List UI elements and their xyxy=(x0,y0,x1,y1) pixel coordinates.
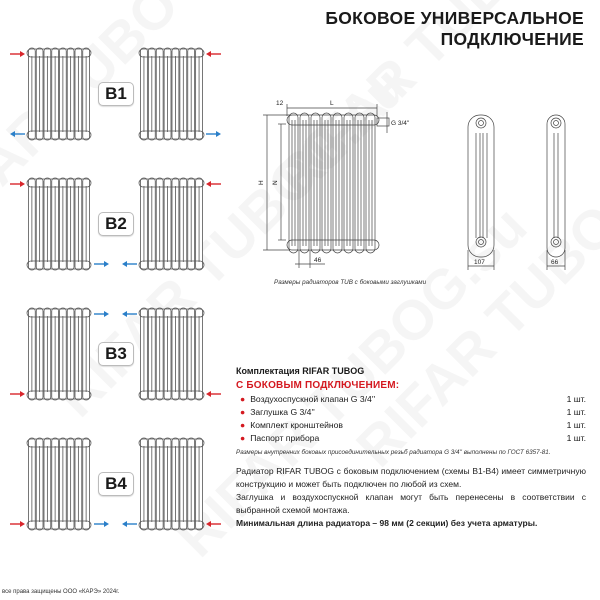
kit-item-qty: 1 шт. xyxy=(566,420,586,430)
page-title-line1: БОКОВОЕ УНИВЕРСАЛЬНОЕ xyxy=(325,8,584,28)
kit-item-qty: 1 шт. xyxy=(566,433,586,443)
flow-arrow-icon xyxy=(94,311,109,317)
bullet-icon: ● xyxy=(240,407,246,417)
flow-arrow-icon xyxy=(10,521,25,527)
flow-arrow-icon xyxy=(206,391,221,397)
flow-arrow-icon xyxy=(10,51,25,57)
flow-arrow-icon xyxy=(122,261,137,267)
kit-item xyxy=(236,432,586,445)
dim-107-label: 107 xyxy=(474,259,485,266)
page-title xyxy=(325,8,584,50)
kit-item-name: Заглушка G 3/4'' xyxy=(250,407,315,417)
kit-item-qty: 1 шт. xyxy=(566,394,586,404)
description-p1: Радиатор RIFAR TUBOG с боковым подключением (схемы В1-В4) имеет симметричную конструкцию и может быть подключен по любой из схем. xyxy=(236,466,586,489)
flow-arrow-icon xyxy=(10,391,25,397)
flow-arrow-icon xyxy=(10,181,25,187)
kit-subtitle: С БОКОВЫМ ПОДКЛЮЧЕНИЕМ: xyxy=(236,380,400,391)
scheme-label-b1: B1 xyxy=(98,82,134,106)
bullet-icon: ● xyxy=(240,433,246,443)
description-p3: Минимальная длина радиатора – 98 мм (2 секции) без учета арматуры. xyxy=(236,518,538,528)
radiator-icon xyxy=(139,178,204,270)
radiator-icon xyxy=(27,178,91,270)
kit-item xyxy=(236,419,586,432)
radiator-icon xyxy=(139,308,204,400)
flow-arrow-icon xyxy=(94,261,109,267)
kit-note: Размеры внутренних боковых присоединительных резьб радиатора G 3/4'' выполнены по ГОСТ 6357-81. xyxy=(236,449,551,456)
radiator-icon xyxy=(139,48,204,140)
kit-section xyxy=(236,366,586,456)
kit-item xyxy=(236,406,586,419)
dim-46-label: 46 xyxy=(314,257,322,264)
kit-item-name: Комплект кронштейнов xyxy=(250,420,343,430)
scheme-label-b2: B2 xyxy=(98,212,134,236)
kit-item-name: Воздухоспускной клапан G 3/4'' xyxy=(250,394,376,404)
flow-arrow-icon xyxy=(10,131,25,137)
flow-arrow-icon xyxy=(206,131,221,137)
bullet-icon: ● xyxy=(240,394,246,404)
description xyxy=(236,465,586,530)
dim-L-label: L xyxy=(330,100,334,107)
scheme-label-b3: B3 xyxy=(98,342,134,366)
kit-item-name: Паспорт прибора xyxy=(250,433,320,443)
dimension-drawing xyxy=(250,90,600,280)
flow-arrow-icon xyxy=(206,181,221,187)
radiator-icon xyxy=(27,48,91,140)
dim-N-label: N xyxy=(272,180,279,185)
description-p2: Заглушка и воздухоспускной клапан могут быть перенесены в соответствии с выбранной схемой монтажа. xyxy=(236,492,586,515)
bullet-icon: ● xyxy=(240,420,246,430)
scheme-label-b4: B4 xyxy=(98,472,134,496)
kit-title: Комплектация RIFAR TUBOG xyxy=(236,366,365,376)
flow-arrow-icon xyxy=(206,521,221,527)
dim-12-label: 12 xyxy=(276,100,284,107)
radiator-icon xyxy=(27,308,91,400)
flow-arrow-icon xyxy=(122,311,137,317)
radiator-icon xyxy=(27,438,91,530)
dim-H-label: H xyxy=(258,180,265,185)
page-title-line2: ПОДКЛЮЧЕНИЕ xyxy=(440,29,584,49)
kit-item-qty: 1 шт. xyxy=(566,407,586,417)
radiator-icon xyxy=(139,438,204,530)
thread-label: G 3/4'' xyxy=(391,120,410,127)
copyright: все права защищены ООО «КАРЭ» 2024г. xyxy=(2,589,120,595)
drawing-caption: Размеры радиаторов TUB с боковыми заглушками xyxy=(274,279,427,286)
flow-arrow-icon xyxy=(94,521,109,527)
flow-arrow-icon xyxy=(122,521,137,527)
dim-66-label: 66 xyxy=(551,259,559,266)
flow-arrow-icon xyxy=(206,51,221,57)
kit-item xyxy=(236,393,586,406)
